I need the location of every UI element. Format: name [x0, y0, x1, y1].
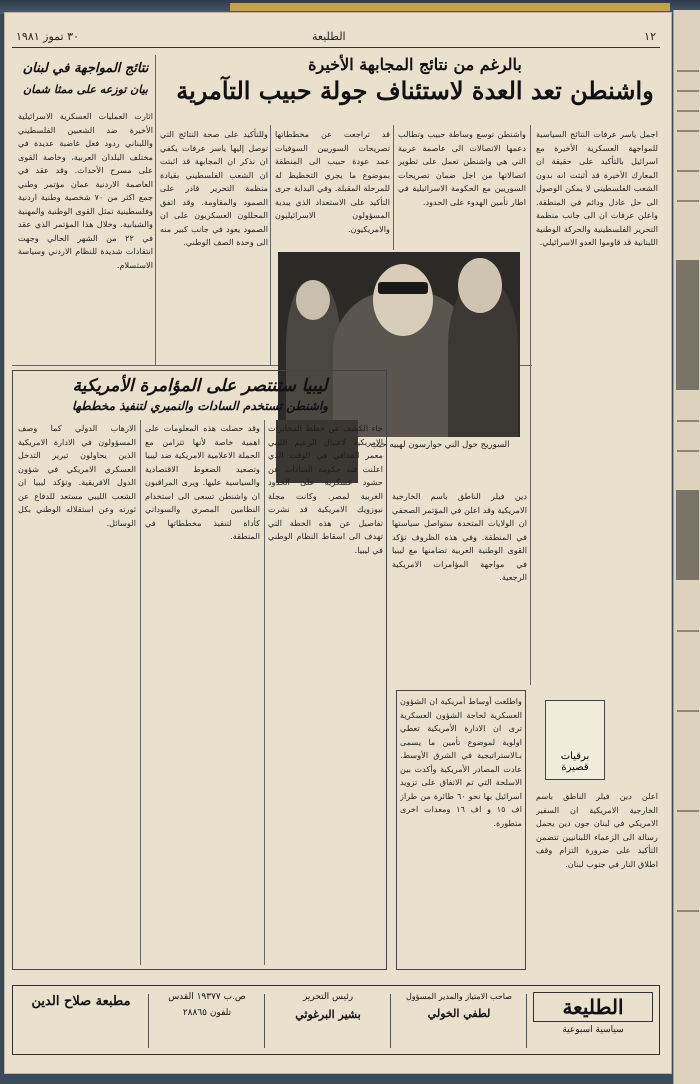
bullet-box-body: واطلعت أوساط أمريكية ان الشؤون العسكرية لحاجة الشؤون العسكرية ترى ان الادارة الأمريكية تعطي اولوية لموضوع تأمين ما يسمى بـالاستراتيجية في الشرق الأوسط. عادت المصادر الأمريكية وأكدت بين الاسلحة التي تم الاتفاق على تزويد اسرائيل بها نحو ٦٠ طائرة من طراز اف ١٥ و اف ١٦ ومعدات اخرى متطورة.: [400, 696, 522, 828]
footer-masthead: [12, 985, 660, 1055]
review-subhead: بيان توزعه على ممثا شمان: [23, 83, 148, 96]
footer-address: ص.ب ١٩٣٧٧ القدس: [168, 992, 246, 1002]
page-number: ١٢: [644, 30, 656, 43]
libya-subhead: واشنطن تستخدم السادات والنميري لتنفيذ مخططها: [71, 399, 329, 413]
review-headline: نتائج المواجهة في لبنان: [22, 61, 149, 76]
main-story-col-2: واشنطن توسع وساطة حبيب وتطالب دعمها الاتصالات الى عاصمة عربية التي هي واشنطن تعمل على تطوير اتصالاتها من اجل ضمان تصريحات السوريين مع الحكومة الاسرائيلية في اطار تأمين الهدوء على الحدود.: [398, 129, 526, 207]
publisher-name: لطفي الخولي: [427, 1007, 491, 1020]
footer-logo: الطليعة: [533, 992, 653, 1022]
paper-name: الطليعة: [312, 30, 346, 43]
editor-name: بشير البرغوثي: [295, 1008, 361, 1021]
headline-kicker: بالرغم من نتائج المجابهة الأخيرة: [308, 55, 522, 74]
main-headline: [170, 55, 660, 105]
main-story-col-1: اجمل ياسر عرفات النتائج السياسية للمواجهة العسكرية الأخيرة مع اسرائيل بالتأكيد على حقيقة ان المعارك الأخيرة قد أثبتت انه بدون الشعب الفلسطيني لا يمكن الوصول الى حل عادل ودائم في المنطقة. واعلن عرفات ان الى جانب منظمة التحرير الفلسطينية والحركة الوطنية اللبنانية قد قاوموا العدو الاسرائيلي.: [536, 129, 658, 247]
libya-col-3: الارهاب الدولي كما وصف المسؤولون في الادارة الامريكية الذين يحاولون تبرير التدخل العسكري الامريكي في شؤون الدول الافريقية. وتؤكد ليبيا ان الشعب الليبي مستعد للدفاع عن ثورته وعن استقلاله الوطني بكل الوسائل.: [18, 423, 136, 528]
photo-caption: السوريح حول الني حوارسون لهبيه حبب: [370, 440, 510, 450]
printing-press: مطبعة صلاح الدين: [31, 994, 131, 1009]
main-story-col-3: قد تراجعت عن مخططاتها تصريحات السوريين السوفيات عمد عودة حبيب الى المنطقة بموضوع ما يجري التخطيط له للمرحلة المقبلة. وفي البداية جرى التأكيد على الاستعداد الذي يبدية المسؤولون الاسرائيليون والامريكيون.: [275, 129, 390, 234]
center-lower-text: دين فيلر الناطق باسم الخارجية الامريكية وقد اعلن في المؤتمر الصحفي ان الولايات المتحدة ستواصل سياستها في المنطقة. وفي هذه الظروف تؤكد القوى الوطنية العربية تضامنها مع ليبيا في مواجهة المؤامرات الامريكية الرجعية.: [392, 491, 527, 582]
page-header: [12, 28, 660, 48]
binder-strip: [230, 3, 670, 11]
review-body: اثارت العمليات العسكرية الاسرائيلية الأخيرة ضد الشعبين الفلسطيني واللبناني ردود فعل غاضبة عديدة في مختلف البلدان العربية، وخاصة القوى على مسرح الأحداث. وقد عقد في العاصمة الاردنية عمان مؤتمر وطني جمع اكثر من ٧٠ شخصية وطنية اردنية وفلسطينية تمثل القوى الوطنية والمهنية والشبابية. وخلال هذا المؤتمر الذي عقد في ٢٢ من الشهر الحالي وجهت انتقادات شديدة للنظام الاردني وسياسة الاستسلام.: [18, 111, 153, 270]
libya-col-1: جاء الكشف عن خطط المخابرات الامريكية لاغتيال الزعيم الليبي معمر القذافي في الوقت الذي اعلنت فيه حكومة السادات عن حشود عسكرية على الحدود الغربية لمصر. وكانت مجلة نيوزويك الامريكية قد نشرت تفاصيل عن هذه الخطة التي تهدف الى اسقاط النظام الوطني في ليبيا.: [268, 423, 383, 555]
footer-phone: تلفون ٢٨٨٦٥: [182, 1008, 232, 1018]
issue-date: ٣٠ تموز ١٩٨١: [16, 30, 79, 43]
headline-title: واشنطن تعد العدة لاستئناف جولة حبيب التآمرية: [176, 76, 654, 105]
libya-headline: ليبيا ستنتصر على المؤامرة الأمريكية: [72, 376, 328, 396]
bottom-right-text: اعلن دين فيلر الناطق باسم الخارجية الامريكية ان السفير الامريكي في لبنان جون دين يحمل رسالة الى الزعماء اللبنانيين تتضمن التأكيد على ضرورة التزام وقف اطلاق النار في جنوب لبنان.: [536, 791, 658, 869]
libya-col-2: وقد حصلت هذه المعلومات على اهمية خاصة لأنها تتزامن مع الحملة الاعلامية الامريكية ضد ليبيا وتصعيد الضغوط الاقتصادية والسياسية عليها. ويرى المراقبون ان واشنطن تسعى الى استخدام النظامين المصري والسوداني كأداة لتنفيذ مخططاتها في المنطقة.: [145, 423, 260, 541]
publisher-label: صاحب الامتياز والمدير المسؤول: [405, 992, 513, 1001]
brief-news-label: برقيات قصيرة: [560, 751, 590, 773]
footer-logo-sub: سياسية اسبوعية: [562, 1025, 624, 1035]
editor-label: رئيس التحرير: [302, 992, 354, 1002]
adjacent-page-edge: [673, 10, 700, 1084]
brief-news-box: [545, 700, 605, 780]
main-story-col-4: وللتأكيد على صحة النتائج التي توصل إليها ياسر عرفات يكفي ان نذكر ان المجابهة قد اثبتت ان الشعب الفلسطيني بقيادة منظمة التحرير قادر على الصمود والمقاومة. وقد اتفق المحللون العسكريون على ان الصمود يعود في جانب كبير منه الى وحدة الصف الوطني.: [160, 129, 268, 247]
